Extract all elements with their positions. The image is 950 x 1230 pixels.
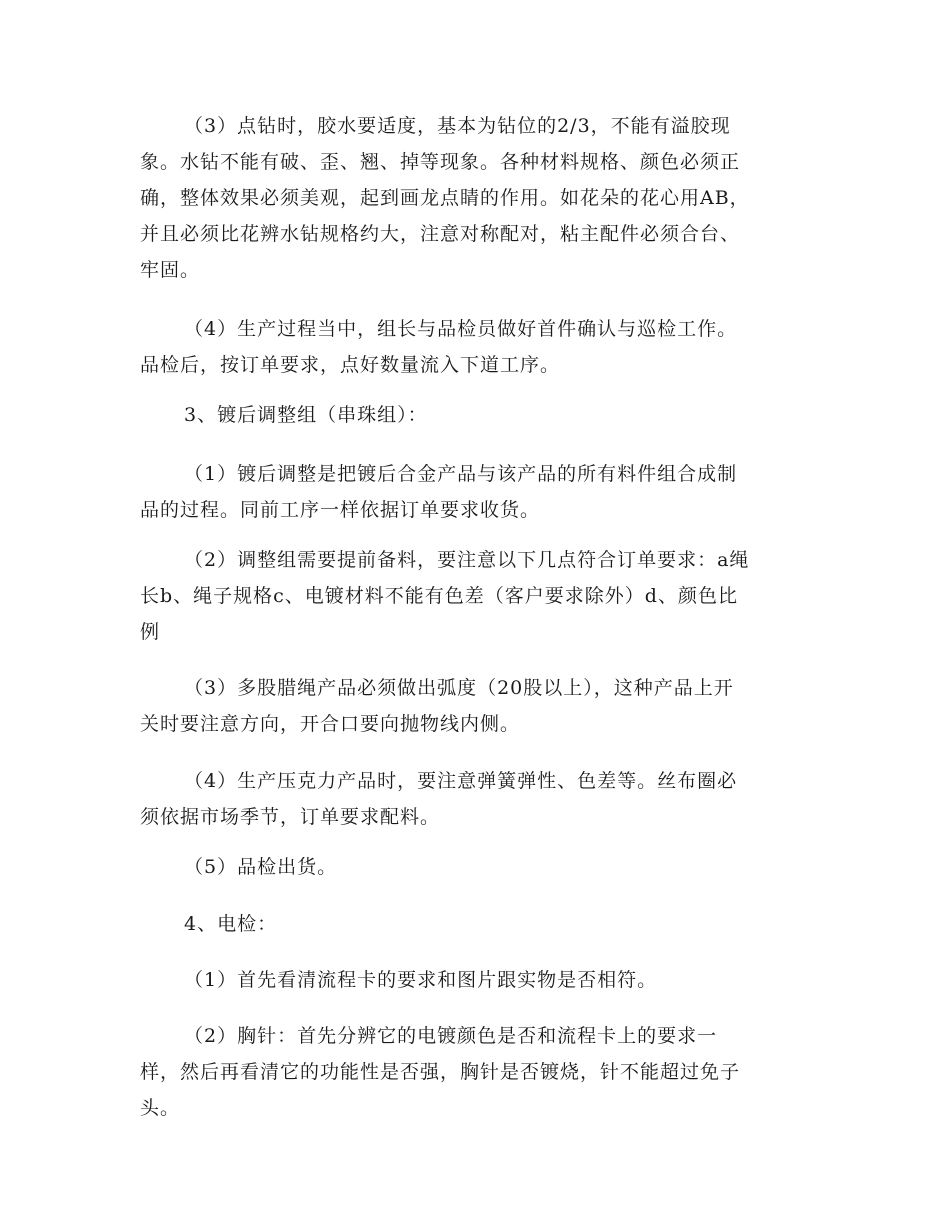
text-line: 品的过程。同前工序一样依据订单要求收货。 — [140, 499, 541, 521]
text-line: （3）多股腊绳产品必须做出弧度（20股以上），这种产品上开 — [184, 677, 734, 699]
paragraph-dotting-drill — [140, 108, 812, 288]
paragraph-material-preparation — [140, 542, 812, 650]
paragraph-acrylic-products — [140, 763, 812, 835]
paragraph-brooch — [140, 1018, 812, 1126]
text-line: 样，然后再看清它的功能性是否强，胸针是否镀烧，针不能超过免子 — [140, 1061, 741, 1083]
text-line: 牢固。 — [140, 259, 201, 281]
text-line: 3、镀后调整组（串珠组）： — [184, 404, 428, 426]
text-line: （2）胸针：首先分辨它的电镀颜色是否和流程卡上的要求一 — [184, 1025, 718, 1047]
section-heading-adjustment-group — [140, 397, 812, 433]
text-line: 头。 — [140, 1097, 181, 1119]
text-line: （1）首先看清流程卡的要求和图片跟实物是否相符。 — [184, 969, 658, 991]
text-line: 象。水钻不能有破、歪、翘、掉等现象。各种材料规格、颜色必须正 — [140, 151, 741, 173]
paragraph-post-plating-adjustment — [140, 456, 812, 528]
text-line: （4）生产过程当中，组长与品检员做好首件确认与巡检工作。 — [184, 318, 738, 340]
text-line: （4）生产压克力产品时，要注意弹簧弹性、色差等。丝布圈必 — [184, 770, 738, 792]
paragraph-check-flow-card — [140, 962, 812, 998]
paragraph-wax-rope — [140, 670, 812, 742]
text-line: 例 — [140, 621, 161, 643]
text-line: 长b、绳子规格c、电镀材料不能有色差（客户要求除外）d、颜色比 — [140, 585, 738, 607]
text-line: 须依据市场季节，订单要求配料。 — [140, 806, 441, 828]
paragraph-production-inspection — [140, 311, 812, 383]
text-line: （5）品检出货。 — [184, 856, 338, 878]
text-line: 确，整体效果必须美观，起到画龙点睛的作用。如花朵的花心用AB， — [140, 187, 750, 209]
text-line: 4、电检： — [184, 913, 278, 935]
text-line: 品检后，按订单要求，点好数量流入下道工序。 — [140, 354, 561, 376]
text-line: （3）点钻时，胶水要适度，基本为钻位的2/3，不能有溢胶现 — [184, 115, 731, 137]
text-line: 并且必须比花辨水钻规格约大，注意对称配对，粘主配件必须合台、 — [140, 223, 741, 245]
text-line: （1）镀后调整是把镀后合金产品与该产品的所有料件组合成制 — [184, 463, 738, 485]
text-line: （2）调整组需要提前备料，要注意以下几点符合订单要求：a绳 — [184, 549, 750, 571]
text-line: 关时要注意方向，开合口要向抛物线内侧。 — [140, 713, 521, 735]
paragraph-inspection-shipping — [140, 849, 812, 885]
section-heading-electro-inspection — [140, 906, 812, 942]
